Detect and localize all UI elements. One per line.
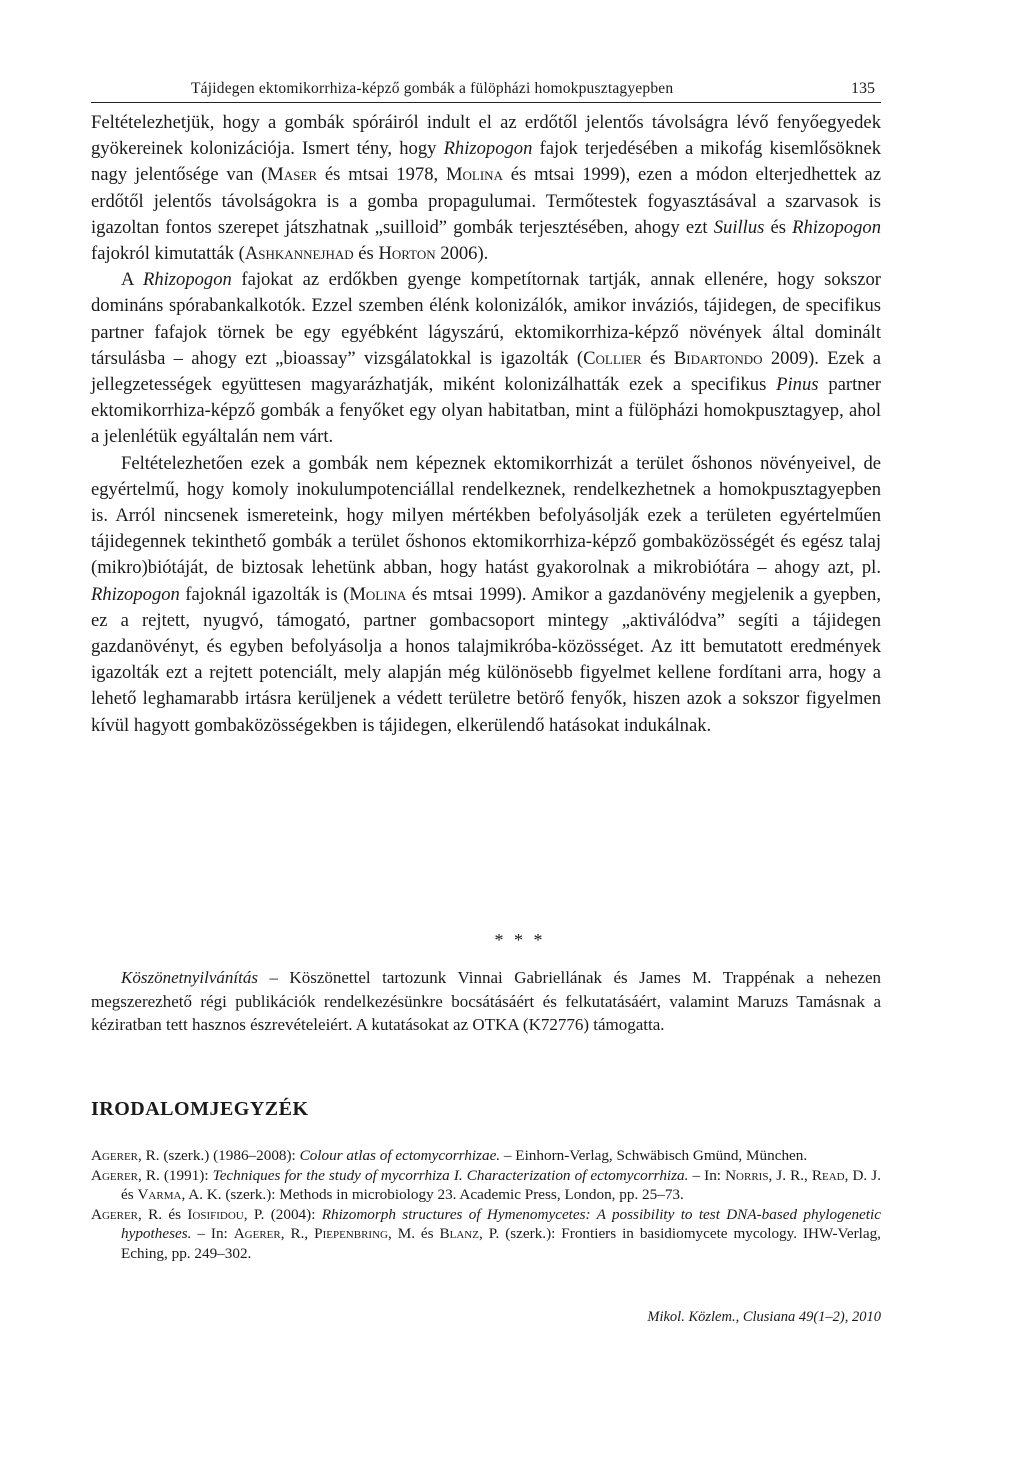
text-span: , P. (2004):	[243, 1205, 322, 1223]
ref-author: Blanz	[439, 1225, 479, 1243]
text-span: Feltételezhetően ezek a gombák nem képeznek ektomikorrhizát a terület őshonos növényeivel, de egyértelmű, hogy komoly inokulumpotenciállal rendelkeznek, rendelkezhetnek a homokpusztagyepben is. Arról nincsenek ismereteink, hogy milyen mértékben befolyásolják ezek a területen egyértelműen tájidegennek tekinthető gombák a terület őshonos ektomikorrhiza-képző gombaközösségét és egész talaj (mikro)biótáját, de biztosak lehetünk abban, hogy hatást gyakorolnak a mikrobiótára – ahogy azt, pl.	[91, 452, 881, 579]
text-span: fajokat az erdőkben gyenge kompetítornak tartják, annak ellenére, hogy sokszor domináns spórabankalkotók. Ezzel szemben élénk kolonizálók, amikor inváziós, tájidegen, de specifikus partner fafajok törnek be egy egyébként lágyszárú, ektomikorrhiza-képző növények által dominált társulásba – ahogy ezt „bioassay” vizsgálatokkal is igazolták (	[91, 269, 881, 369]
citation-author: Horton	[378, 243, 436, 265]
taxon-name: Rhizopogon	[792, 216, 881, 238]
text-span: , M. és	[387, 1225, 440, 1243]
ref-author: Read	[811, 1166, 845, 1184]
text-span: , A. K. (szerk.): Methods in microbiology 23. Academic Press, London, pp. 25–73.	[181, 1186, 684, 1204]
text-span: , R.,	[280, 1225, 315, 1243]
text-span: és	[641, 347, 674, 369]
acknowledgement	[91, 966, 881, 1037]
citation-author: Ashkannejhad	[244, 243, 354, 265]
main-text	[91, 110, 881, 739]
ref-author: Piepenbring	[314, 1225, 388, 1243]
text-span: és	[353, 243, 379, 265]
text-span: , P. (szerk.): Frontiers in basidiomycete mycology. IHW-Verlag, Eching, pp. 249–302.	[121, 1225, 881, 1262]
text-span: , J. R.,	[768, 1166, 812, 1184]
text-span: és mtsai 1978,	[317, 164, 446, 186]
ref-author: Agerer	[91, 1147, 139, 1164]
text-span: Feltételezhetjük, hogy a gombák spóráiról indult el az erdőtől jelentős távolságra lévő fenyőegyedek gyökereinek kolonizációja. Ismert tény, hogy	[91, 112, 881, 160]
text-span: , R. és	[138, 1205, 188, 1223]
citation-author: Collier	[583, 347, 642, 369]
section-separator: * * *	[494, 930, 546, 950]
taxon-name: Pinus	[776, 374, 819, 396]
acknowledgement-text: – Köszönettel tartozunk Vinnai Gabriellának és James M. Trappénak a nehezen megszerezhető régi publikációk rendelkezésünkre bocsátásáért és felkutatásáért, valamint Maruzs Tamásnak a kéziratban tett hasznos észrevételeiért. A kutatásokat az OTKA (K72776) támogatta.	[91, 968, 881, 1034]
text-span: fajok terjedésében a mikofág kisemlősöknek nagy jelentősége van (	[91, 138, 881, 186]
text-span: és mtsai 1999). Amikor a gazdanövény megjelenik a gyepben, ez a rejtett, nyugvó, támogató, partner gombacsoport mintegy „aktiválódva” segíti a tájidegen gazdanövényt, és egyben befolyásolja a honos talajmikróba-közösséget. Az itt bemutatott eredmények igazolták ezt a rejtett potenciált, mely alapján még különösebb figyelmet kellene fordítani arra, hogy a lehető leghamarabb irtásra kerüljenek a védett területre betörő fenyők, hiszen azok a sokszor figyelmen kívül hagyott gombaközösségekben is tájidegen, elkerülendő hatásokat indukálnak.	[91, 583, 881, 736]
taxon-name: Rhizopogon	[142, 269, 232, 291]
text-span: A	[121, 269, 143, 291]
paragraph-3	[91, 451, 881, 739]
running-title: Tájidegen ektomikorrhiza-képző gombák a fülöpházi homokpusztagyepben	[191, 80, 674, 97]
text-span: 2009). Ezek a jellegzetességek együttesen magyarázhatják, miként kolonizálhatták ezek a specifikus	[91, 347, 881, 396]
journal-footer: Mikol. Közlem., Clusiana 49(1–2), 2010	[647, 1309, 881, 1325]
citation-author: Molina	[349, 583, 407, 605]
ref-title: Rhizomorph structures of Hymenomycetes: A possibility to test DNA-based phylogenetic hypotheses.	[121, 1205, 881, 1243]
text-span: fajokról kimutatták (	[91, 243, 245, 265]
ref-title: Colour atlas of ectomycorrhizae.	[299, 1147, 501, 1164]
text-span: partner ektomikorrhiza-képző gombák a fenyőket egy olyan habitatban, mint a fülöpházi homokpusztagyep, ahol a jelenlétük egyáltalán nem várt.	[91, 374, 881, 448]
reference-item	[91, 1166, 881, 1205]
text-span: , R. (szerk.) (1986–2008):	[138, 1147, 300, 1164]
ref-author: Iosifidou	[187, 1205, 244, 1223]
ref-author: Agerer	[91, 1166, 139, 1184]
reference-item	[91, 1146, 881, 1166]
taxon-name: Suillus	[713, 216, 765, 238]
ref-title: Techniques for the study of mycorrhiza I. Characterization of ectomycorrhiza.	[212, 1166, 689, 1184]
ref-author: Norris	[725, 1166, 769, 1184]
page-number: 135	[851, 80, 875, 97]
text-span: fajoknál igazolták is (	[179, 583, 350, 605]
text-span: 2006).	[435, 243, 489, 265]
reference-list	[91, 1146, 881, 1264]
text-span: – In:	[688, 1166, 726, 1184]
text-span: és	[764, 216, 793, 238]
citation-author: Bidartondo	[673, 347, 763, 369]
references-heading: IRODALOMJEGYZÉK	[91, 1098, 309, 1120]
taxon-name: Rhizopogon	[91, 583, 180, 605]
ref-author: Varma	[137, 1186, 182, 1204]
citation-author: Molina	[445, 164, 503, 186]
text-span: , D. J. és	[121, 1166, 881, 1204]
text-span: – In:	[191, 1225, 234, 1243]
running-header	[91, 76, 881, 103]
text-span: – Einhorn-Verlag, Schwäbisch Gmünd, München.	[500, 1147, 808, 1164]
reference-item	[91, 1205, 881, 1264]
ref-author: Agerer	[233, 1225, 281, 1243]
paragraph-2	[91, 267, 881, 450]
paragraph-1	[91, 110, 881, 267]
text-span: és mtsai 1999), ezen a módon elterjedhettek az erdőtől jelentős távolságokra is a gomba propagulumai. Termőtestek fogyasztásával a szarvasok is igazoltan fontos szerepet játszhatnak „suilloid” gombák terjesztésében, ahogy ezt	[91, 164, 881, 238]
text-span: , R. (1991):	[138, 1166, 213, 1184]
taxon-name: Rhizopogon	[443, 138, 533, 160]
acknowledgement-label: Köszönetnyilvánítás	[121, 968, 258, 987]
citation-author: Maser	[267, 164, 318, 186]
ref-author: Agerer	[91, 1205, 139, 1223]
acknowledgement-paragraph	[91, 966, 881, 1037]
